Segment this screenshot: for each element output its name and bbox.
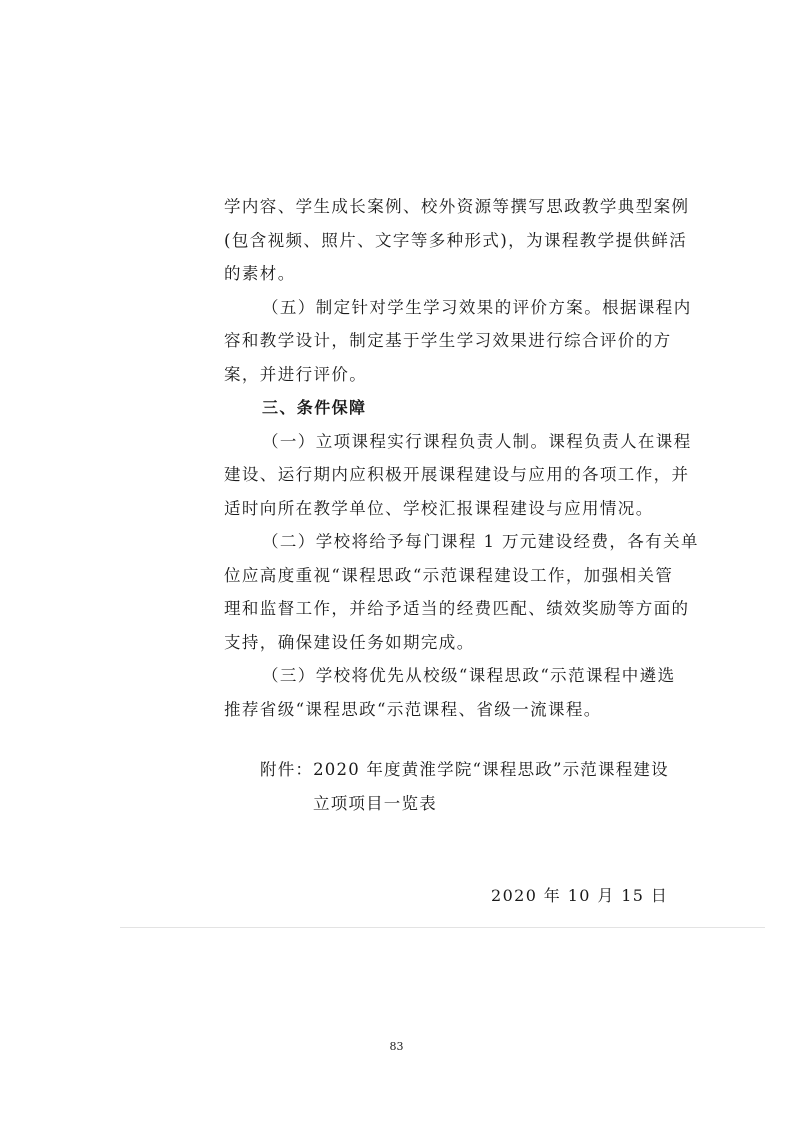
- page-number: 83: [389, 1040, 404, 1053]
- paragraph-line: 建设、运行期内应积极开展课程建设与应用的各项工作，并: [224, 465, 690, 484]
- section-heading: 三、条件保障: [262, 398, 367, 417]
- attachment-line-continued: 立项项目一览表: [313, 793, 437, 813]
- paragraph-line: 适时向所在教学单位、学校汇报课程建设与应用情况。: [224, 498, 654, 518]
- document-body: [224, 190, 699, 726]
- paragraph-line: （二）学校将给予每门课程 1 万元建设经费，各有关单: [262, 532, 699, 551]
- paragraph-line: 学内容、学生成长案例、校外资源等撰写思政教学典型案例: [224, 197, 690, 216]
- paragraph-line: 位应高度重视“课程思政“示范课程建设工作，加强相关管: [224, 565, 674, 585]
- paragraph-line: （一）立项课程实行课程负责人制。课程负责人在课程: [262, 431, 692, 451]
- paragraph-line: 支持，确保建设任务如期完成。: [224, 632, 475, 652]
- paragraph-line: 案，并进行评价。: [224, 364, 368, 384]
- paragraph-line: 推荐省级“课程思政“示范课程、省级一流课程。: [224, 699, 602, 719]
- attachment-line: 附件：2020 年度黄淮学院“课程思政”示范课程建设: [260, 760, 669, 779]
- paragraph-line: 理和监督工作，并给予适当的经费匹配、绩效奖励等方面的: [224, 599, 690, 618]
- paragraph-line: (包含视频、照片、文字等多种形式)，为课程教学提供鲜活: [224, 230, 688, 250]
- paragraph-line: （五）制定针对学生学习效果的评价方案。根据课程内: [262, 297, 692, 317]
- document-date: 2020 年 10 月 15 日: [491, 886, 669, 905]
- attachment-note: [260, 753, 700, 820]
- paragraph-line: 的素材。: [224, 264, 296, 283]
- paragraph-line: 容和教学设计，制定基于学生学习效果进行综合评价的方: [224, 331, 672, 350]
- divider-line: [120, 927, 765, 928]
- paragraph-line: （三）学校将优先从校级“课程思政“示范课程中遴选: [262, 666, 676, 685]
